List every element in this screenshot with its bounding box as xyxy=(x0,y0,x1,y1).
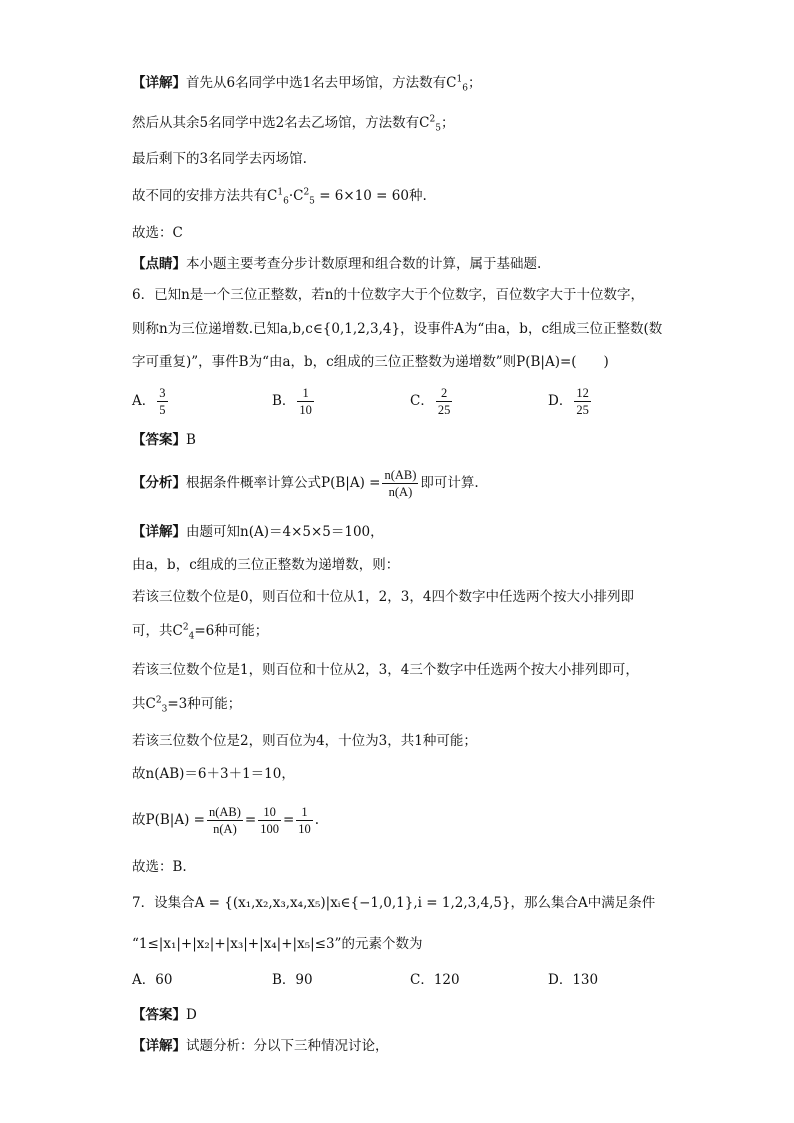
solution-5-line-4: 故不同的安排方法共有$C^1_6\cdot C^2_5 = 6\times 10 = 60$种. xyxy=(132,187,427,207)
detail-6-line-6: 共$C^2_3=3$种可能； xyxy=(132,695,242,715)
detail-tag: 【详解】 xyxy=(132,1038,186,1054)
detail-6-line-2: 由a，b，c组成的三位正整数为递增数，则： xyxy=(132,557,400,573)
q7-option-d: D．130 xyxy=(548,972,599,988)
analysis-tag: 【分析】 xyxy=(132,475,186,491)
question-6-line-3: 字可重复)”，事件B为“由a，b，c组成的三位正整数为递增数”则P(B|A)=( ) xyxy=(132,354,609,370)
fraction-nab-na: $\frac{n(AB)}{n(A)}$ xyxy=(208,805,241,836)
detail-6-line-4: 可，共$C^2_4=6$种可能； xyxy=(132,622,269,642)
option-fraction: $\frac{1}{10}$ xyxy=(299,386,312,417)
detail-tag: 【详解】 xyxy=(132,75,186,91)
question-7-line-1: 7．设集合A = {(x₁,x₂,x₃,x₄,x₅)|xᵢ∈{−1,0,1},i = 1,2,3,4,5}，那么集合A中满足条件 xyxy=(132,895,656,911)
option-fraction: $\frac{3}{5}$ xyxy=(159,386,166,417)
analysis-line: 【分析】根据条件概率计算公式P(B|A) = $\frac{n(AB)}{n(A)}$ 即可计算. xyxy=(132,468,479,499)
detail-6-line-7: 若该三位数个位是2，则百位为4，十位为3，共1种可能； xyxy=(132,733,477,749)
answer-tag: 【答案】 xyxy=(132,1007,186,1023)
q7-option-a: A．60 xyxy=(132,972,173,988)
comment-tag: 【点睛】 xyxy=(132,256,186,272)
q6-option-a: A． $\frac{3}{5}$ xyxy=(132,386,166,417)
option-fraction: $\frac{12}{25}$ xyxy=(576,386,589,417)
answer-tag: 【答案】 xyxy=(132,432,186,448)
q6-option-d: D． $\frac{12}{25}$ xyxy=(548,386,589,417)
comment-line: 【点睛】本小题主要考查分步计数原理和组合数的计算，属于基础题. xyxy=(132,256,542,272)
conditional-probability-fraction: $\frac{n(AB)}{n(A)}$ xyxy=(384,468,417,499)
question-6-line-1: 6．已知n是一个三位正整数，若n的十位数字大于个位数字，百位数字大于十位数字， xyxy=(132,287,644,303)
solution-5-line-3: 最后剩下的3名同学去丙场馆. xyxy=(132,151,307,167)
solution-5-line-1: 【详解】首先从6名同学中选1名去甲场馆，方法数有$C^1_6$； xyxy=(132,74,482,94)
detail-6-line-1: 【详解】由题可知n(A)＝4×5×5＝100， xyxy=(132,524,384,540)
option-fraction: $\frac{2}{25}$ xyxy=(437,386,451,417)
detail-6-line-5: 若该三位数个位是1，则百位和十位从2，3，4三个数字中任选两个按大小排列即可， xyxy=(132,662,639,678)
detail-6-conclusion: 故选：B. xyxy=(132,859,187,875)
detail-6-line-8: 故n(AB)＝6＋3＋1＝10， xyxy=(132,766,295,782)
answer-7-line: 【答案】D xyxy=(132,1007,197,1023)
fraction-1-10: $\frac{1}{10}$ xyxy=(298,805,311,836)
solution-5-line-2: 然后从其余5名同学中选2名去乙场馆，方法数有$C^2_5$； xyxy=(132,114,455,134)
q6-option-c: C． $\frac{2}{25}$ xyxy=(410,386,451,417)
detail-6-line-9: 故P(B|A) = $\frac{n(AB)}{n(A)}$ = $\frac{10}{100}$ = $\frac{1}{10}$ . xyxy=(132,805,320,836)
q7-option-c: C．120 xyxy=(410,972,460,988)
q7-option-b: B．90 xyxy=(272,972,313,988)
solution-5-conclusion: 故选：C xyxy=(132,225,183,241)
detail-tag: 【详解】 xyxy=(132,524,186,540)
answer-6-line: 【答案】B xyxy=(132,432,196,448)
detail-6-line-3: 若该三位数个位是0，则百位和十位从1，2，3，4四个数字中任选两个按大小排列即 xyxy=(132,589,634,605)
question-6-line-2: 则称n为三位递增数.已知a,b,c∈{0,1,2,3,4}，设事件A为“由a，b，c组成三位正整数(数 xyxy=(132,321,663,337)
fraction-10-100: $\frac{10}{100}$ xyxy=(260,805,279,836)
detail-7-line-1: 【详解】试题分析：分以下三种情况讨论， xyxy=(132,1038,389,1054)
question-7-line-2: “1≤|x₁|+|x₂|+|x₃|+|x₄|+|x₅|≤3”的元素个数为 xyxy=(132,936,423,952)
q6-option-b: B． $\frac{1}{10}$ xyxy=(272,386,312,417)
